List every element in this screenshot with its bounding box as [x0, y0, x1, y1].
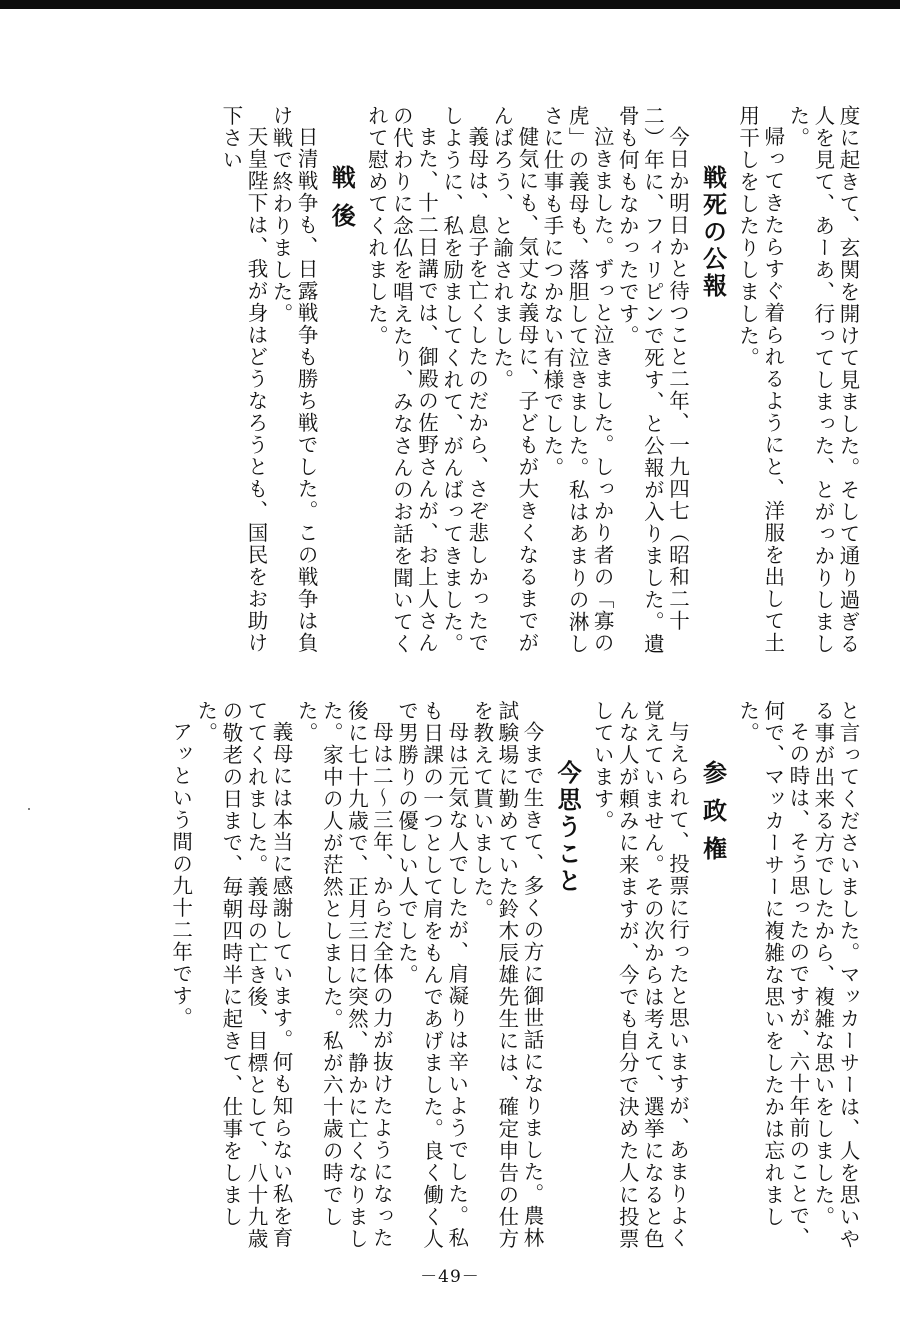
paragraph: 母は元気な人でしたが、肩凝りは辛いようでした。私も日課の一つとして肩をもんであげました。良く働く人で男勝りの優しい人でした。 — [394, 700, 469, 1250]
paragraph: アッという間の九十二年です。 — [168, 720, 193, 1029]
paragraph: 泣きました。ずっと泣きました。しっかり者の「寡の虎」の義母も、落胆して泣きました。私はあまりの淋しさに仕事も手につかない有様でした。 — [539, 105, 615, 655]
section-heading-postwar: 戦後 — [327, 165, 356, 241]
paragraph: また、十二日講では、御殿の佐野さんが、お上人さんの代わりに念仏を唱えたり、みなさんのお話を聞いてくれて慰めてくれました。 — [364, 105, 439, 655]
continuation-paragraph: 度に起きて、玄関を開けて見ました。そして通り過ぎる人を見て、あーあ、行ってしまった、とがっかりしました。 — [785, 105, 860, 655]
lower-tier — [70, 700, 860, 1260]
paragraph: 義母には本当に感謝しています。何も知らない私を育ててくれました。義母の亡き後、目標として、八十九歳の敬老の日まで、毎朝四時半に起きて、仕事をしました。 — [193, 700, 294, 1250]
paragraph: 天皇陛下は、我が身はどうなろうとも、国民をお助け下さい — [218, 105, 268, 654]
paragraph: 今日か明日かと待つこと二年、一九四七（昭和二十二）年に、フィリピンで死す、と公報が入りました。遺骨も何もなかったです。 — [615, 105, 690, 655]
paragraph: 義母は、息子を亡くしたのだから、さぞ悲しかったでしように、私を励ましてくれて、がんばってきました。 — [439, 105, 489, 655]
section-heading-current-thoughts: 今思うこと — [553, 760, 582, 895]
paragraph: 与えられて、投票に行ったと思いますが、あまりよく覚えていません。その次からは考えて、選挙になると色んな人が頼みに来ますが、今でも自分で決めた人に投票しています。 — [590, 700, 690, 1250]
paragraph: 母は二～三年、からだ全体の力が抜けたようになった後に七十九歳で、正月三日に突然、静かに亡くなりました。家中の人が茫然としました。私が六十歳の時でした。 — [294, 700, 394, 1250]
paragraph: 帰ってきたらすぐ着られるようにと、洋服を出して土用干しをしたりしました。 — [735, 105, 785, 654]
paragraph: 健気にも、気丈な義母に、子どもが大きくなるまでがんばろう、と諭されました。 — [489, 105, 539, 654]
paragraph: 今まで生きて、多くの方に御世話になりました。農林試験場に勤めていた鈴木辰雄先生には、確定申告の仕方を教えて貰いました。 — [469, 700, 544, 1250]
top-border — [0, 0, 900, 9]
continuation-paragraph: と言ってくださいました。マッカーサーは、人を思いやる事が出来る方でしたから、複雑な思いをしました。 — [810, 700, 860, 1250]
upper-tier — [70, 105, 860, 665]
paragraph: その時は、そう思ったのですが、六十年前のことで、何で、マッカーサーに複雑な思いをしたかは忘れました。 — [735, 700, 810, 1249]
page-number: －49－ — [420, 1267, 480, 1287]
section-heading-suffrage: 参政権 — [698, 760, 727, 874]
scan-speck — [28, 808, 30, 810]
paragraph: 日清戦争も、日露戦争も勝ち戦でした。この戦争は負け戦で終わりました。 — [269, 105, 319, 654]
section-heading-war-death-notice: 戦死の公報 — [698, 165, 727, 300]
